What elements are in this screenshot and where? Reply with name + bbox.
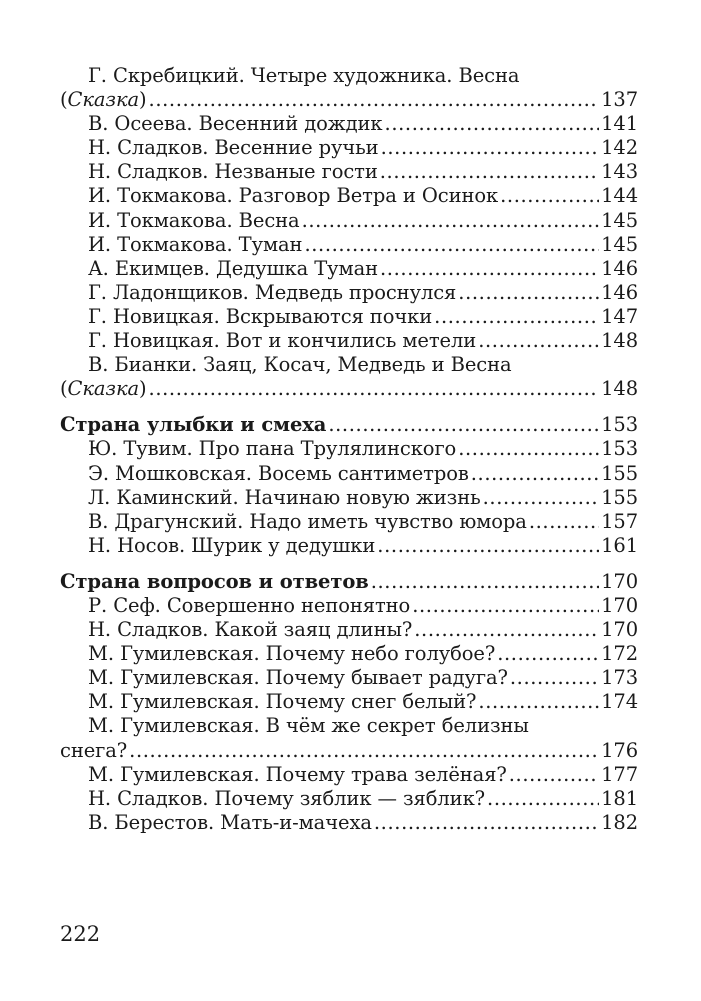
toc-entry-title: А. Екимцев. Дедушка Туман (88, 256, 378, 280)
toc-page-number: 181 (601, 786, 638, 810)
toc-page-number: 148 (601, 329, 638, 353)
toc-entry (60, 642, 638, 666)
toc-entry-title: Л. Каминский. Начинаю новую жизнь (88, 485, 481, 509)
toc-entry (60, 437, 638, 461)
toc-page-number: 155 (601, 461, 638, 485)
dot-leader (374, 811, 599, 835)
toc-page-number: 161 (601, 533, 638, 557)
toc-entry-title: Г. Новицкая. Вскрываются почки (88, 304, 433, 328)
dot-leader (510, 666, 599, 690)
dot-leader (529, 510, 599, 534)
genre-label: Сказка (67, 377, 140, 401)
dot-leader (458, 281, 599, 305)
toc-entry-title: В. Осеева. Весенний дождик (88, 112, 383, 136)
dot-leader (149, 88, 600, 112)
dot-leader (509, 763, 599, 787)
dot-leader (380, 160, 599, 184)
toc-entry (60, 739, 638, 763)
toc-entry (60, 209, 638, 233)
toc-entry (60, 666, 638, 690)
toc-entry-title: Н. Сладков. Незваные гости (88, 160, 378, 184)
toc-entry-title: Г. Скребицкий. Четыре художника. Весна (88, 64, 520, 87)
dot-leader (487, 787, 599, 811)
toc-page-number: 148 (601, 377, 638, 401)
toc-entry-title: В. Бианки. Заяц, Косач, Медведь и Весна (88, 353, 512, 377)
dot-leader (381, 136, 600, 160)
toc-page-number: 141 (601, 112, 638, 136)
toc-entry (60, 184, 638, 208)
toc-page-number: 182 (601, 810, 638, 834)
toc-page-number: 143 (601, 160, 638, 184)
toc-entry (60, 618, 638, 642)
toc-page-number: 170 (601, 618, 638, 642)
toc-entry (60, 486, 638, 510)
dot-leader (371, 570, 599, 594)
toc-entry (60, 811, 638, 835)
dot-leader (458, 437, 599, 461)
toc-page-number: 176 (601, 738, 638, 762)
toc-page-number: 157 (601, 509, 638, 533)
toc-entry-title: М. Гумилевская. Почему небо голубое? (88, 642, 496, 666)
genre-label: Сказка (67, 88, 140, 112)
toc-entry (60, 353, 638, 377)
dot-leader (483, 486, 599, 510)
dot-leader (328, 413, 599, 437)
toc-page-number: 155 (601, 485, 638, 509)
toc-entry-title-continuation (60, 377, 147, 401)
toc-entry-title: И. Токмакова. Туман (88, 232, 303, 256)
toc-page-number: 144 (601, 184, 638, 208)
toc-entry (60, 787, 638, 811)
dot-leader (414, 618, 599, 642)
toc-page-number: 173 (601, 666, 638, 690)
toc-entry-title: В. Драгунский. Надо иметь чувство юмора (88, 509, 527, 533)
toc-entry (60, 377, 638, 401)
dot-leader (478, 690, 599, 714)
toc-entry-title: Ю. Тувим. Про пана Трулялинского (88, 437, 457, 461)
toc-entry (60, 233, 638, 257)
toc-entry (60, 281, 638, 305)
dot-leader (302, 209, 600, 233)
toc-entry (60, 510, 638, 534)
toc-entry (60, 88, 638, 112)
toc-page-number: 172 (601, 642, 638, 666)
toc-page-number: 177 (601, 762, 638, 786)
toc-entry-title: М. Гумилевская. Почему трава зелёная? (88, 762, 507, 786)
dot-leader (497, 642, 599, 666)
toc-entry-title: Страна вопросов и ответов (60, 569, 369, 593)
toc-entry (60, 594, 638, 618)
toc-page-number: 142 (601, 136, 638, 160)
toc-page-number: 137 (601, 88, 638, 112)
dot-leader (478, 329, 599, 353)
toc-entry (60, 112, 638, 136)
toc-section-heading (60, 570, 638, 594)
toc-page-number: 153 (601, 413, 638, 437)
toc-entry-title: Э. Мошковская. Восемь сантиметров (88, 461, 469, 485)
toc-entry-title: Г. Новицкая. Вот и кончились метели (88, 329, 477, 353)
close-paren: ) (139, 377, 147, 401)
toc-entry-title: И. Токмакова. Разговор Ветра и Осинок (88, 184, 499, 208)
dot-leader (149, 377, 600, 401)
toc-entry (60, 160, 638, 184)
dot-leader (412, 594, 599, 618)
dot-leader (129, 739, 599, 763)
dot-leader (471, 462, 599, 486)
toc-entry (60, 329, 638, 353)
close-paren: ) (139, 88, 147, 112)
toc-entry (60, 690, 638, 714)
toc-section-heading (60, 413, 638, 437)
toc-entry (60, 714, 638, 738)
toc-entry-title: Страна улыбки и смеха (60, 413, 327, 437)
toc-entry-title: Н. Носов. Шурик у дедушки (88, 533, 376, 557)
toc-entry (60, 534, 638, 558)
dot-leader (385, 112, 600, 136)
toc-entry-title: Г. Ладонщиков. Медведь проснулся (88, 280, 457, 304)
table-of-contents (60, 64, 638, 835)
toc-entry (60, 64, 638, 88)
toc-page-number: 146 (601, 280, 638, 304)
toc-entry-title: М. Гумилевская. Почему бывает радуга? (88, 666, 508, 690)
toc-entry (60, 462, 638, 486)
toc-page-number: 170 (601, 569, 638, 593)
toc-page-number: 147 (601, 304, 638, 328)
toc-entry-title: И. Токмакова. Весна (88, 208, 300, 232)
toc-page-number: 153 (601, 437, 638, 461)
toc-page-number: 174 (601, 690, 638, 714)
toc-entry-title-continuation (60, 88, 147, 112)
toc-entry-title: снега? (60, 738, 128, 762)
toc-entry (60, 257, 638, 281)
toc-entry-title: М. Гумилевская. Почему снег белый? (88, 690, 477, 714)
dot-leader (500, 184, 599, 208)
toc-page-number: 145 (601, 208, 638, 232)
toc-entry-title: В. Берестов. Мать-и-мачеха (88, 810, 372, 834)
toc-page-number: 145 (601, 232, 638, 256)
dot-leader (434, 305, 599, 329)
toc-entry-title: Н. Сладков. Почему зяблик — зяблик? (88, 786, 486, 810)
toc-entry-title: Н. Сладков. Какой заяц длины? (88, 618, 413, 642)
toc-entry-title: Р. Сеф. Совершенно непонятно (88, 593, 411, 617)
dot-leader (377, 534, 599, 558)
toc-entry (60, 305, 638, 329)
toc-entry-title: М. Гумилевская. В чём же секрет белизны (88, 714, 529, 738)
toc-page-number: 146 (601, 256, 638, 280)
page-number: 222 (60, 922, 101, 946)
toc-entry-title: Н. Сладков. Весенние ручьи (88, 136, 379, 160)
dot-leader (304, 233, 599, 257)
toc-entry (60, 136, 638, 160)
open-paren: ( (60, 377, 68, 401)
dot-leader (380, 257, 599, 281)
toc-entry (60, 763, 638, 787)
toc-page-number: 170 (601, 593, 638, 617)
open-paren: ( (60, 88, 68, 112)
